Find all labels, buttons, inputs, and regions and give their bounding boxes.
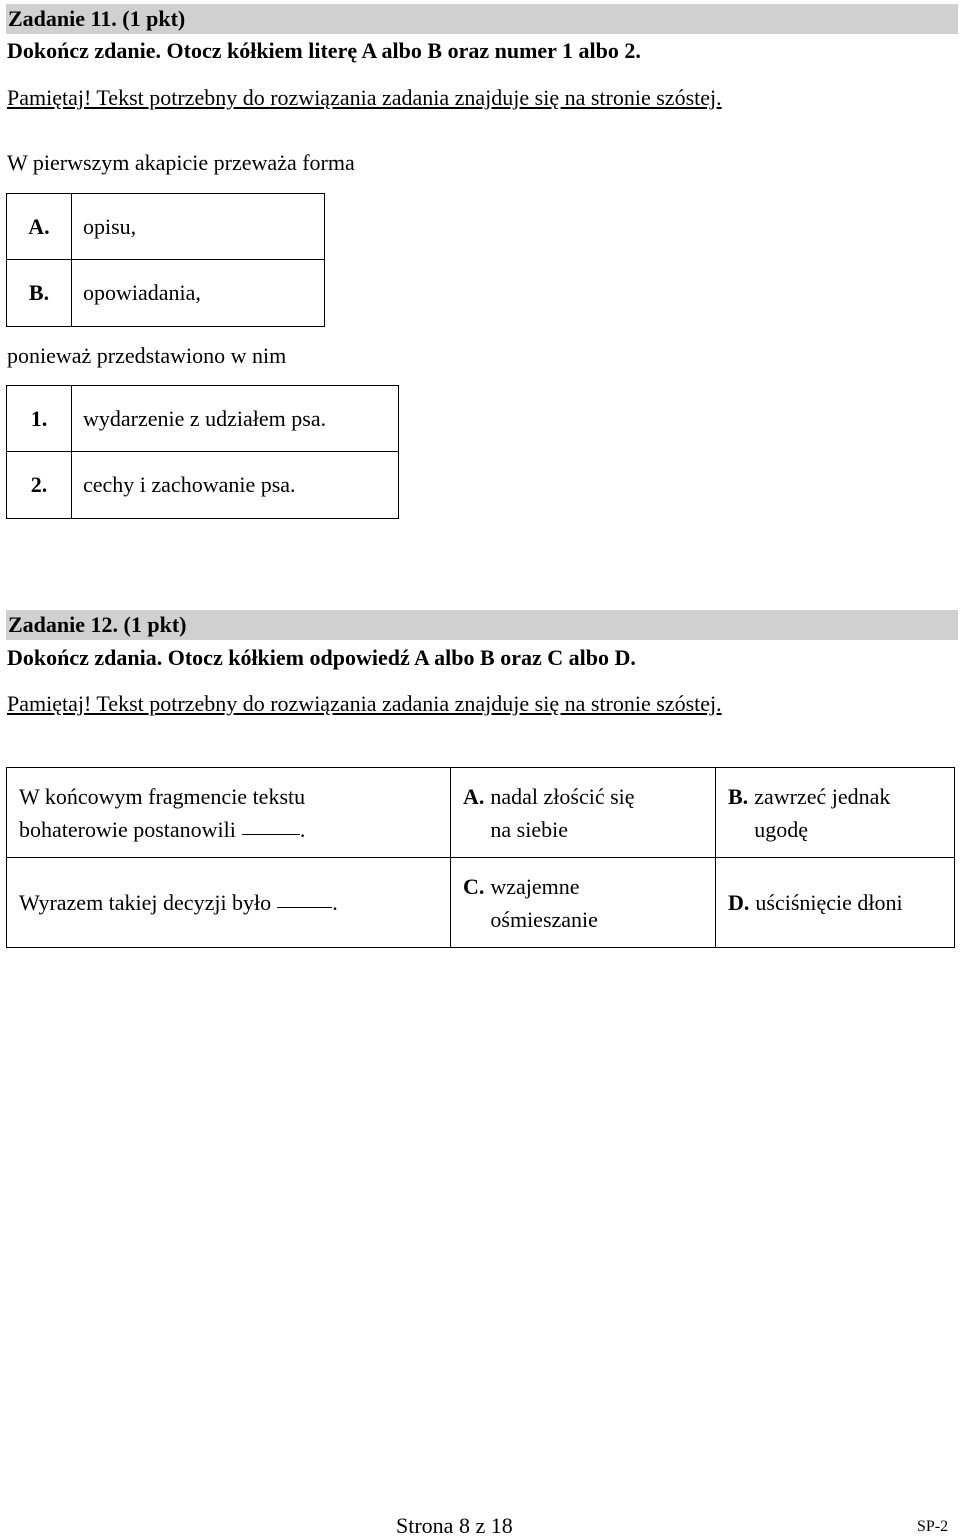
option-d [728,886,953,919]
table-row [7,768,955,858]
option-key: A. [463,783,485,809]
task-11-stem: W pierwszym akapicie przeważa forma [7,150,355,175]
option-text: na siebie [490,816,568,842]
stem-text: bohaterowie postanowili [19,816,236,842]
option-2[interactable] [7,452,398,518]
option-text: nadal złościć się [490,783,635,809]
stem-text: Wyrazem takiej decyzji było [19,890,272,915]
option-b[interactable] [7,260,324,326]
option-key: C. [463,873,485,899]
stem-line: W końcowym fragmencie tekstu [19,783,306,809]
table-row [7,858,955,948]
option-a-cell[interactable] [451,768,716,858]
task-11-options-12 [6,385,399,519]
answer-blank [242,833,300,835]
option-text: ośmieszanie [490,906,598,932]
option-key: 2. [7,452,72,518]
option-a [463,780,714,846]
option-key: A. [7,194,72,259]
stem-line [19,886,449,919]
task-12-table [6,767,955,948]
stem-cell [7,858,451,948]
task-11-connector: ponieważ przedstawiono w nim [7,343,287,368]
exam-code: SP-2 [917,1518,949,1535]
stem-line [19,813,449,846]
option-text: wydarzenie z udziałem psa. [83,405,327,431]
option-key: D. [728,890,750,915]
stem-end: . [332,890,338,915]
option-text: uściśnięcie dłoni [755,890,903,915]
option-d-cell[interactable] [716,858,955,948]
option-key: 1. [7,386,72,451]
page-number: Strona 8 z 18 [396,1513,513,1538]
option-b-cell[interactable] [716,768,955,858]
task-11-header: Zadanie 11. (1 pkt) [6,4,958,34]
option-text: ugodę [754,816,808,842]
task-11-reminder: Pamiętaj! Tekst potrzebny do rozwiązania zadania znajduje się na stronie szóstej. [7,85,722,110]
option-text: opowiadania, [83,280,201,305]
task-12-instruction: Dokończ zdania. Otocz kółkiem odpowiedź A albo B oraz C albo D. [7,645,636,670]
option-text: zawrzeć jednak [754,783,891,809]
stem-end: . [299,816,306,842]
option-c [463,870,714,936]
option-key: B. [728,783,749,809]
answer-blank [277,906,332,908]
option-key: B. [7,260,72,326]
option-text: wzajemne [490,873,580,899]
option-c-cell[interactable] [451,858,716,948]
option-text: opisu, [83,213,137,239]
stem-cell [7,768,451,858]
task-11-options-ab [6,193,325,327]
option-text: cechy i zachowanie psa. [83,472,296,497]
option-a[interactable] [7,194,324,260]
task-11-instruction: Dokończ zdanie. Otocz kółkiem literę A albo B oraz numer 1 albo 2. [7,38,641,63]
option-1[interactable] [7,386,398,452]
task-12-header: Zadanie 12. (1 pkt) [6,610,958,640]
task-12-reminder: Pamiętaj! Tekst potrzebny do rozwiązania zadania znajduje się na stronie szóstej. [7,691,722,716]
option-b [728,780,953,846]
